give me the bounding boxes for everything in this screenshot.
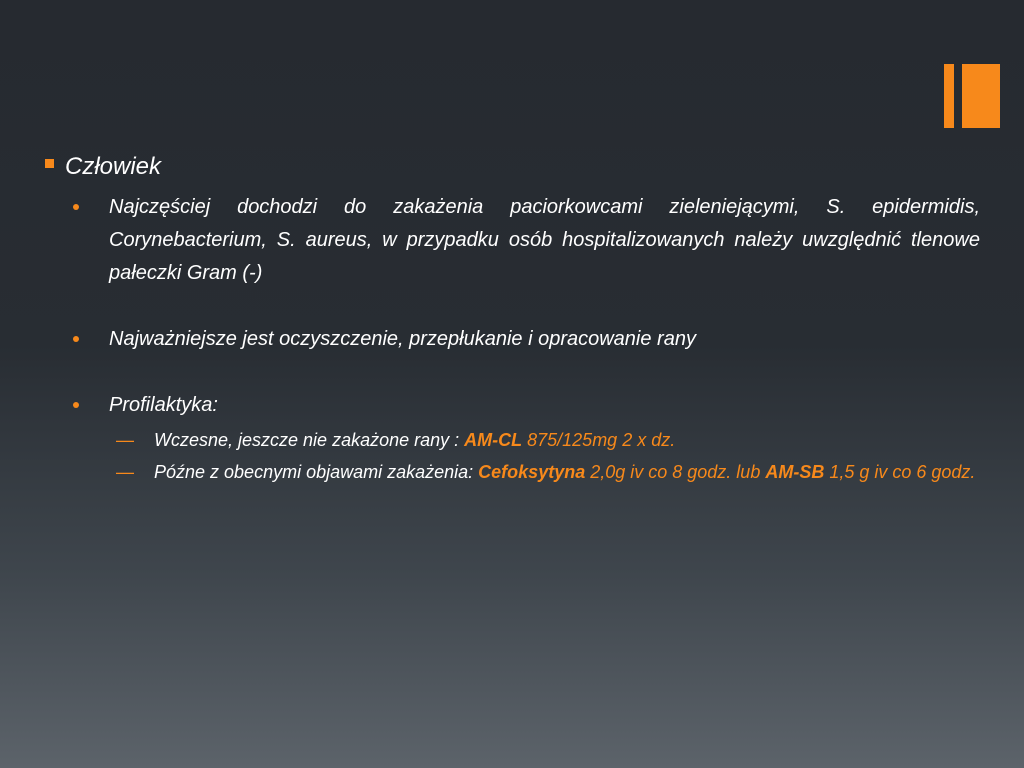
drug-name: Cefoksytyna	[478, 462, 586, 482]
round-bullet-icon	[73, 204, 79, 210]
dash-bullet-icon: —	[116, 462, 134, 482]
drug-dose: 875/125mg 2 x dz.	[522, 430, 676, 450]
accent-bars-decoration	[944, 64, 1000, 128]
bullet-item	[109, 191, 980, 290]
sub-bullet-prefix: Późne z obecnymi objawami zakażenia:	[154, 462, 479, 482]
sub-bullet-item	[116, 424, 980, 456]
sub-bullet-item	[116, 456, 980, 488]
accent-bar-thin	[944, 64, 954, 128]
round-bullet-icon	[73, 402, 79, 408]
bullet-text: Najważniejsze jest oczyszczenie, przepłukanie i opracowanie rany	[109, 328, 696, 350]
bullet-item	[109, 389, 980, 422]
square-bullet-icon	[45, 159, 54, 168]
heading-bullet	[45, 150, 980, 184]
drug-name: AM-SB	[765, 462, 825, 482]
slide-content	[45, 150, 980, 488]
dash-bullet-icon: —	[116, 430, 134, 450]
drug-dose: 2,0g iv co 8 godz. lub	[585, 462, 766, 482]
bullet-item	[109, 323, 980, 356]
sub-bullet-prefix: Wczesne, jeszcze nie zakażone rany :	[154, 430, 465, 450]
bullet-text: Najczęściej dochodzi do zakażenia paciorkowcami zieleniejącymi, S. epidermidis, Corynebacterium, S. aureus, w przypadku osób hospitalizowanych należy uwzględnić tlenowe pałeczki Gram (-)	[109, 196, 980, 284]
drug-name: AM-CL	[464, 430, 523, 450]
accent-bar-thick	[962, 64, 1000, 128]
drug-dose: 1,5 g iv co 6 godz.	[824, 462, 976, 482]
heading-text: Człowiek	[65, 153, 162, 180]
round-bullet-icon	[73, 336, 79, 342]
bullet-text: Profilaktyka:	[109, 394, 218, 416]
